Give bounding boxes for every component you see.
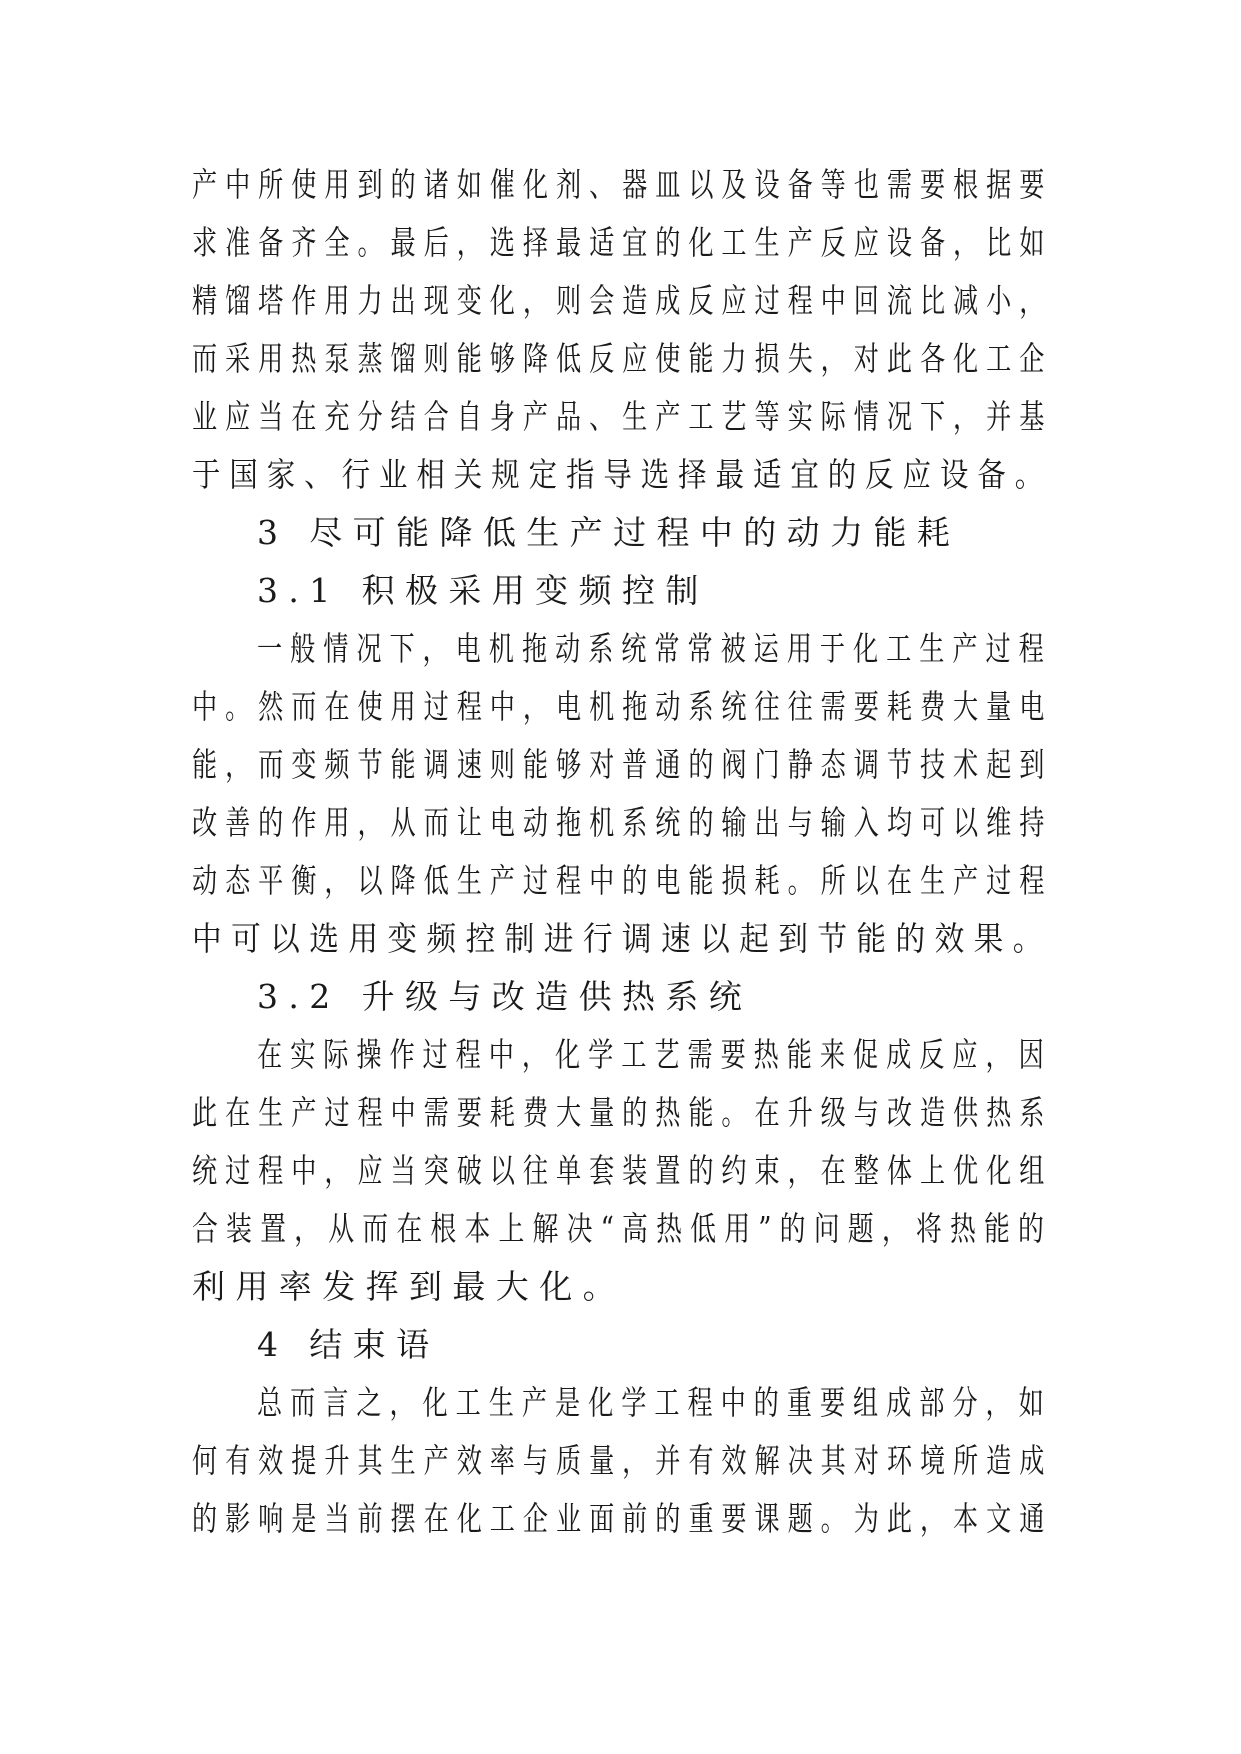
paragraph-line: 一般情况下，电机拖动系统常常被运用于化工生产过程 bbox=[257, 629, 1052, 668]
paragraph-line: 动态平衡，以降低生产过程中的电能损耗。所以在生产过程 bbox=[192, 861, 1053, 900]
paragraph-line: 产中所使用到的诸如催化剂、器皿以及设备等也需要根据要 bbox=[192, 165, 1053, 204]
subsection-heading: 3.1 积极采用变频控制 bbox=[257, 571, 709, 610]
subsection-heading: 3.2 升级与改造供热系统 bbox=[257, 977, 753, 1016]
paragraph-line: 精馏塔作用力出现变化，则会造成反应过程中回流比减小， bbox=[192, 281, 1053, 320]
paragraph-line: 求准备齐全。最后，选择最适宜的化工生产反应设备，比如 bbox=[192, 223, 1053, 262]
paragraph-line: 而采用热泵蒸馏则能够降低反应使能力损失，对此各化工企 bbox=[192, 339, 1053, 378]
paragraph-line: 合装置，从而在根本上解决“高热低用”的问题，将热能的 bbox=[192, 1209, 1053, 1248]
paragraph-line: 在实际操作过程中，化学工艺需要热能来促成反应，因 bbox=[257, 1035, 1052, 1074]
paragraph-line: 能，而变频节能调速则能够对普通的阀门静态调节技术起到 bbox=[192, 745, 1053, 784]
paragraph-line: 改善的作用，从而让电动拖机系统的输出与输入均可以维持 bbox=[192, 803, 1053, 842]
paragraph-line: 于国家、行业相关规定指导选择最适宜的反应设备。 bbox=[192, 455, 1053, 494]
paragraph-line: 的影响是当前摆在化工企业面前的重要课题。为此，本文通 bbox=[192, 1499, 1053, 1538]
section-heading: 3 尽可能降低生产过程中的动力能耗 bbox=[257, 513, 961, 552]
paragraph-line: 此在生产过程中需要耗费大量的热能。在升级与改造供热系 bbox=[192, 1093, 1053, 1132]
paragraph-line: 何有效提升其生产效率与质量，并有效解决其对环境所造成 bbox=[192, 1441, 1053, 1480]
paragraph-line: 利用率发挥到最大化。 bbox=[192, 1267, 626, 1306]
paragraph-line: 业应当在充分结合自身产品、生产工艺等实际情况下，并基 bbox=[192, 397, 1053, 436]
section-heading: 4 结束语 bbox=[257, 1325, 440, 1364]
paragraph-line: 中可以选用变频控制进行调速以起到节能的效果。 bbox=[192, 919, 1052, 958]
paragraph-line: 中。然而在使用过程中，电机拖动系统往往需要耗费大量电 bbox=[192, 687, 1053, 726]
paragraph-line: 统过程中，应当突破以往单套装置的约束，在整体上优化组 bbox=[192, 1151, 1053, 1190]
paragraph-line: 总而言之，化工生产是化学工程中的重要组成部分，如 bbox=[257, 1383, 1052, 1422]
